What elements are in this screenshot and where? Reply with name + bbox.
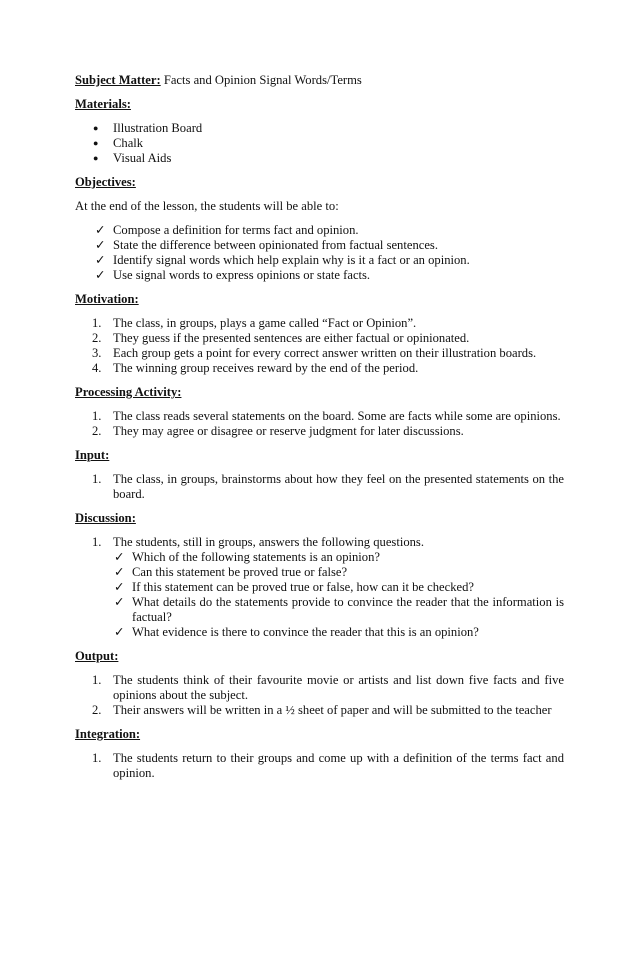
list-item: ✓ State the difference between opinionated from factual sentences.	[95, 238, 438, 252]
discussion-questions	[113, 550, 564, 640]
motivation-list	[75, 316, 564, 376]
list-item: 1. The students think of their favourite movie or artists and list down five facts and five opinions about the subject.	[92, 673, 564, 702]
list-item: 1. The class, in groups, brainstorms about how they feel on the presented statements on the board.	[92, 472, 564, 501]
checkmark-icon: ✓	[114, 625, 125, 639]
checkmark-icon: ✓	[114, 580, 125, 594]
checkmark-icon: ✓	[95, 253, 106, 267]
objectives-heading: Objectives:	[75, 175, 136, 189]
checkmark-icon: ✓	[95, 268, 106, 282]
materials-section	[75, 97, 564, 166]
list-item: ● Illustration Board	[93, 121, 203, 135]
list-item: 1. The students, still in groups, answers the following questions. ✓ Which of the following statements is an opinion? ✓ Can this statement be proved true or false? ✓ If this statement can be proved true or false, how can it be checked? ✓ What details do the statements provide to convince the reader that the information is factual? ✓ What evidence is there to convince the reader that this is an opinion?	[75, 535, 564, 640]
input-heading: Input:	[75, 448, 110, 462]
list-item: 3. Each group gets a point for every correct answer written on their illustration boards.	[92, 346, 537, 360]
integration-section	[75, 727, 564, 781]
checkmark-icon: ✓	[95, 238, 106, 252]
checkmark-icon: ✓	[114, 595, 125, 609]
objectives-intro: At the end of the lesson, the students will be able to:	[75, 199, 339, 213]
list-item: ✓ Use signal words to express opinions or state facts.	[95, 268, 371, 282]
list-item: 1. The class reads several statements on the board. Some are facts while some are opinions.	[92, 409, 561, 423]
motivation-section	[75, 292, 564, 376]
discussion-heading: Discussion:	[75, 511, 136, 525]
subject-matter-value: Facts and Opinion Signal Words/Terms	[160, 73, 362, 87]
list-item: ✓ What evidence is there to convince the reader that this is an opinion?	[114, 625, 479, 639]
list-item: ● Chalk	[93, 136, 144, 150]
list-item: 2. Their answers will be written in a ½ sheet of paper and will be submitted to the teacher	[92, 703, 552, 717]
processing-activity-list	[75, 409, 564, 439]
list-item: ● Visual Aids	[93, 151, 172, 165]
checkmark-icon: ✓	[114, 565, 125, 579]
processing-activity-section	[75, 385, 564, 439]
motivation-heading: Motivation:	[75, 292, 139, 306]
list-item: ✓ Compose a definition for terms fact and opinion.	[95, 223, 359, 237]
bullet-icon: ●	[93, 138, 99, 148]
checkmark-icon: ✓	[95, 223, 106, 237]
output-section	[75, 649, 564, 718]
discussion-list	[75, 535, 564, 640]
subject-matter-line	[75, 73, 564, 88]
list-item: 2. They may agree or disagree or reserve judgment for later discussions.	[92, 424, 464, 438]
objectives-section	[75, 175, 564, 283]
materials-heading: Materials:	[75, 97, 131, 111]
checkmark-icon: ✓	[114, 550, 125, 564]
output-heading: Output:	[75, 649, 119, 663]
list-item: ✓ If this statement can be proved true or false, how can it be checked?	[114, 580, 474, 594]
materials-list	[75, 121, 564, 166]
list-item: 2. They guess if the presented sentences are either factual or opinionated.	[92, 331, 470, 345]
list-item: ✓ Identify signal words which help explain why is it a fact or an opinion.	[95, 253, 470, 267]
bullet-icon: ●	[93, 123, 99, 133]
list-item: ✓ Can this statement be proved true or false?	[114, 565, 348, 579]
lesson-plan-page	[75, 73, 564, 790]
discussion-section	[75, 511, 564, 640]
integration-list	[75, 751, 564, 781]
list-item: ✓ Which of the following statements is an opinion?	[114, 550, 380, 564]
bullet-icon: ●	[93, 153, 99, 163]
list-item: 4. The winning group receives reward by the end of the period.	[92, 361, 419, 375]
list-item: 1. The class, in groups, plays a game called “Fact or Opinion”.	[92, 316, 417, 330]
list-item: 1. The students return to their groups and come up with a definition of the terms fact and opinion.	[92, 751, 564, 780]
input-section	[75, 448, 564, 502]
list-item: ✓ What details do the statements provide to convince the reader that the information is factual?	[114, 595, 564, 624]
input-list	[75, 472, 564, 502]
subject-matter-label: Subject Matter:	[75, 73, 161, 87]
processing-activity-heading: Processing Activity:	[75, 385, 182, 399]
objectives-list	[75, 223, 564, 283]
output-list	[75, 673, 564, 718]
integration-heading: Integration:	[75, 727, 141, 741]
